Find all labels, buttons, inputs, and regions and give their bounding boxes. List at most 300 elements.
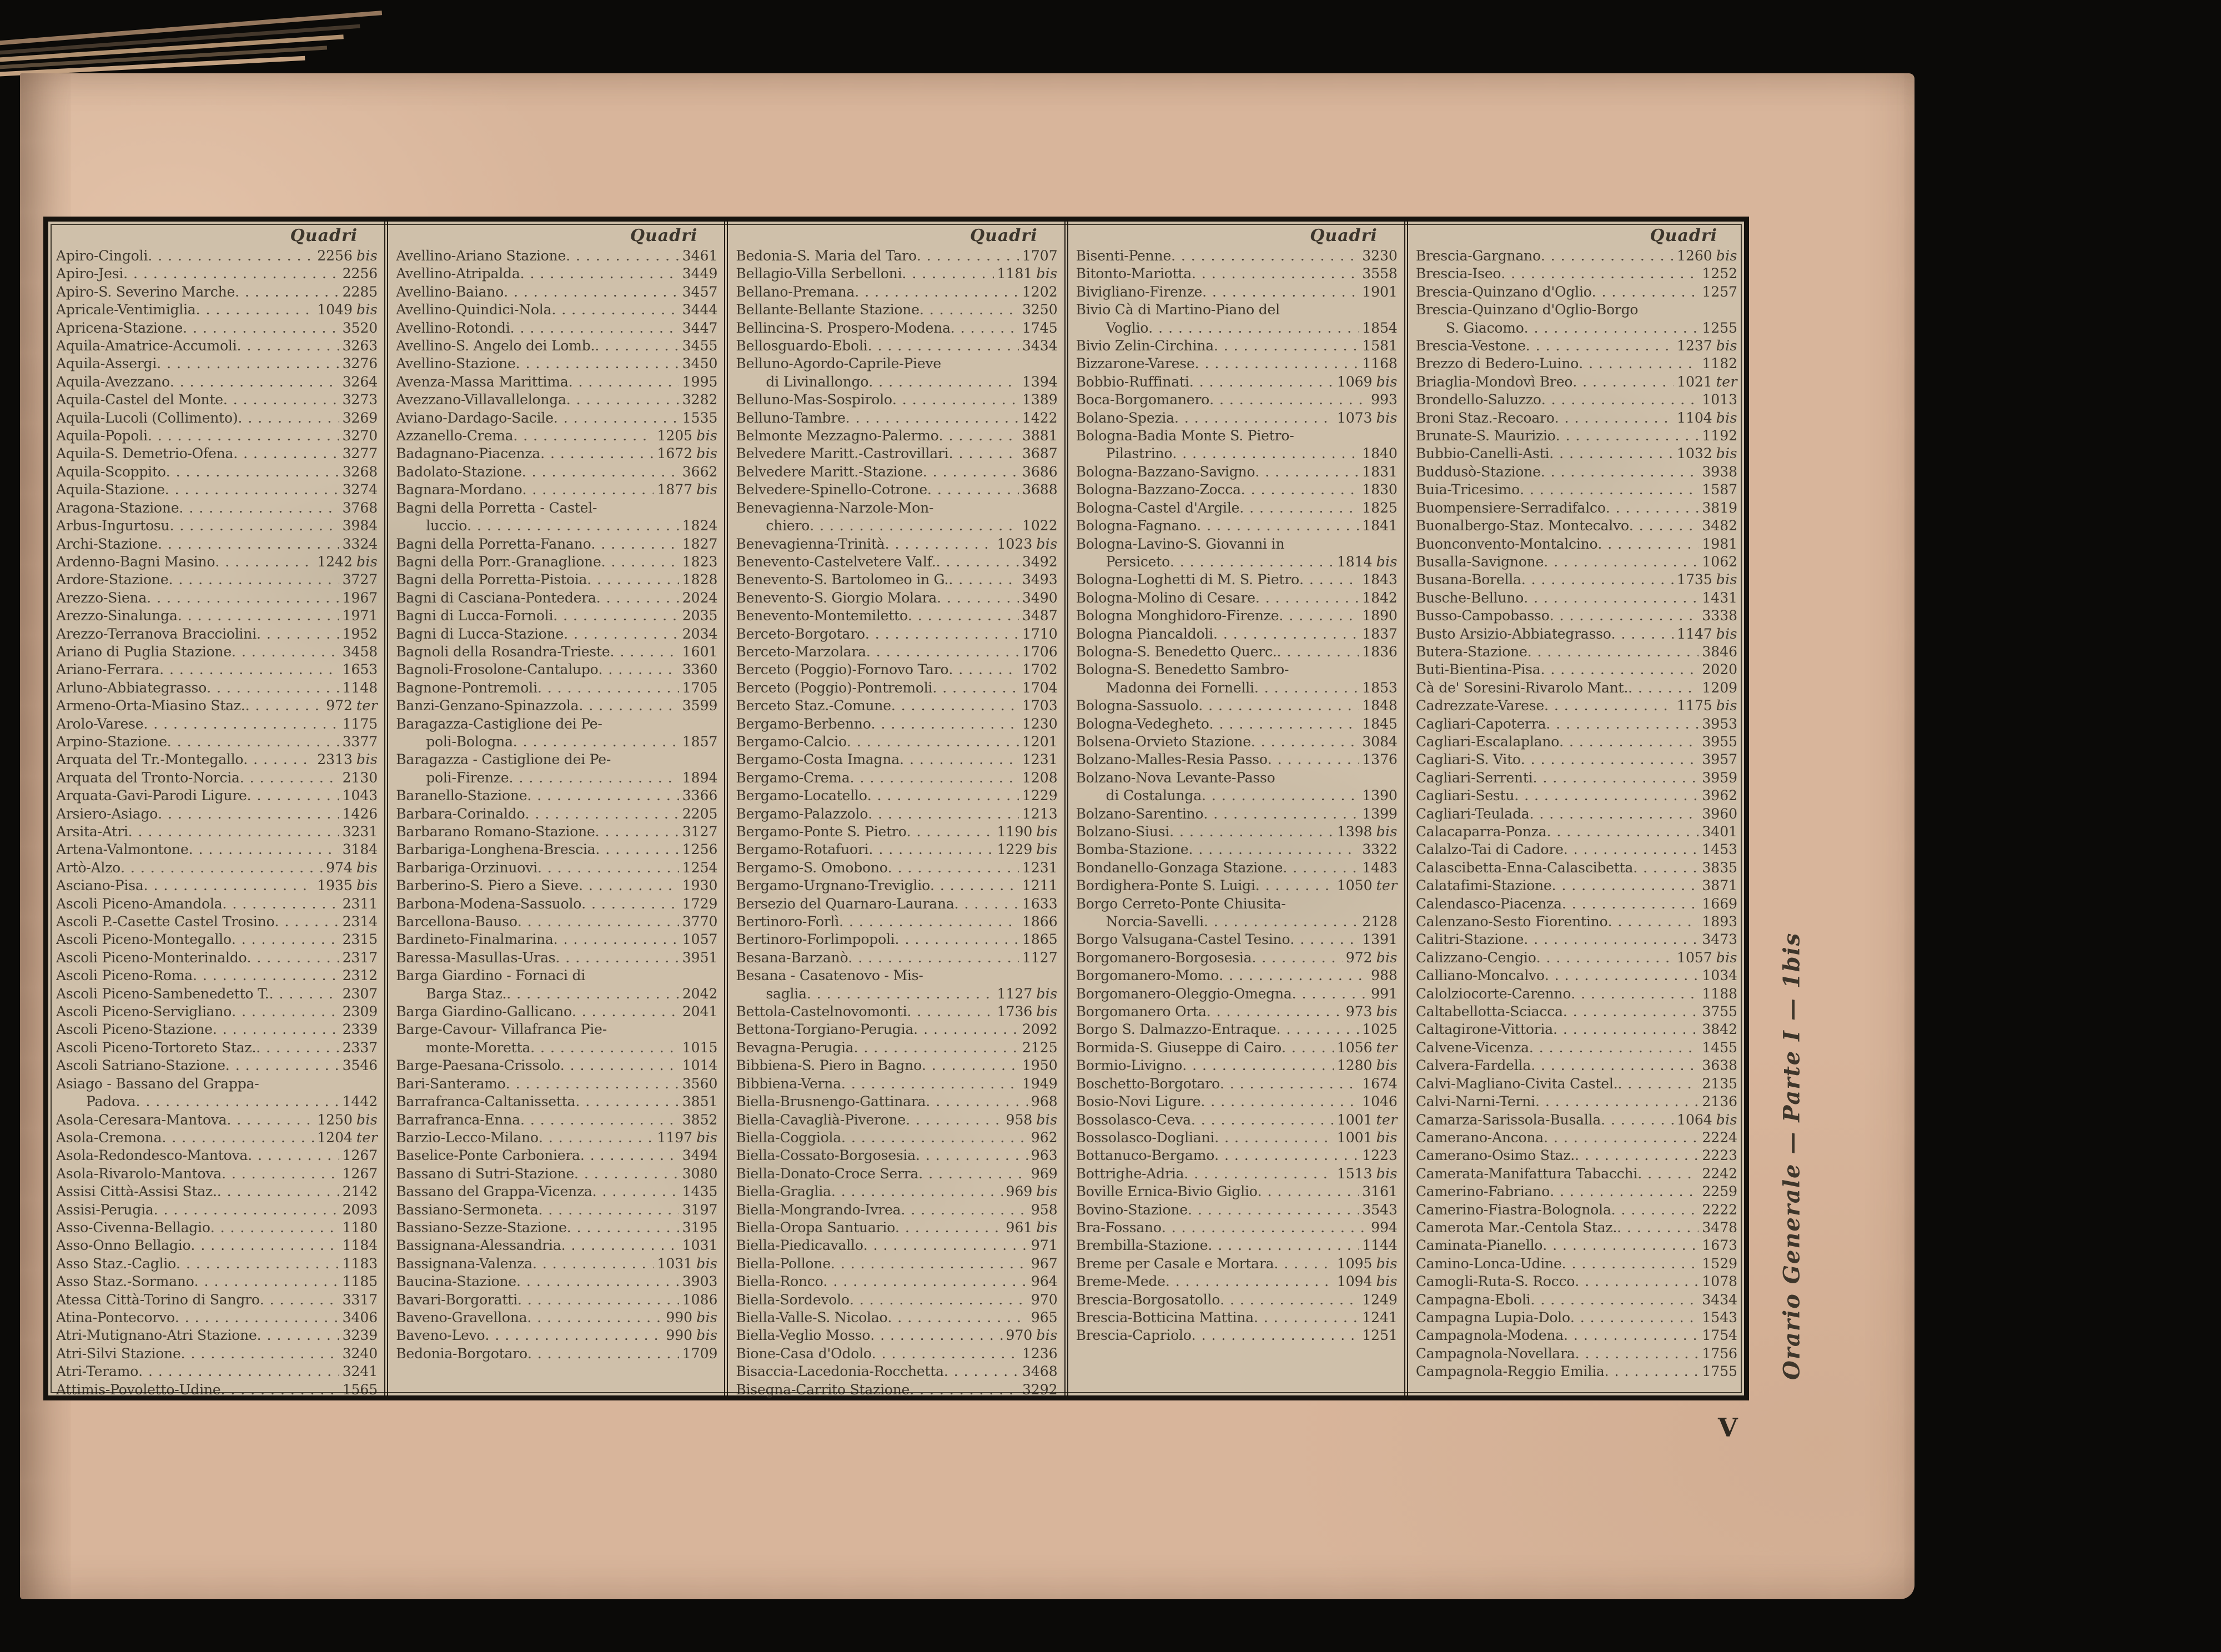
- dot-leader: [922, 1057, 1019, 1074]
- index-entry: [56, 265, 378, 283]
- quadro-number: 3558: [1362, 265, 1398, 282]
- quadro-number: 3184: [342, 841, 378, 858]
- route-name: Artò-Alzo: [56, 859, 121, 876]
- quadro-number: 1073: [1336, 409, 1373, 426]
- dot-leader: [1209, 391, 1368, 409]
- route-name: Bologna-Fagnano: [1076, 518, 1197, 534]
- index-entry: [56, 859, 378, 877]
- index-entry: [1416, 733, 1737, 751]
- quadro-number: 1857: [682, 733, 718, 750]
- route-name: Biella-Cavaglià-Piverone: [736, 1111, 906, 1128]
- dot-leader: [513, 427, 654, 445]
- quadro-number: 2259: [1702, 1183, 1738, 1200]
- index-entry: [1416, 679, 1737, 697]
- quadro-number: 3955: [1702, 733, 1738, 750]
- index-entry: [1076, 517, 1398, 535]
- quadro-number: 3494: [682, 1147, 718, 1164]
- route-name: Bormio-Livigno: [1076, 1057, 1183, 1074]
- dot-leader: [1254, 679, 1359, 697]
- dot-leader: [238, 409, 339, 427]
- quadro-number: 3520: [342, 319, 378, 336]
- route-name: Atessa Città-Torino di Sangro: [56, 1291, 260, 1308]
- index-entry: [56, 535, 378, 553]
- route-name: Brunate-S. Maurizio: [1415, 428, 1556, 444]
- quadro-number: 3338: [1702, 607, 1738, 624]
- route-name: Boca-Borgomanero: [1076, 391, 1210, 408]
- index-entry: [56, 553, 378, 571]
- quadro-number: 1827: [682, 535, 718, 552]
- index-entry: [56, 499, 378, 517]
- dot-leader: [1277, 643, 1359, 661]
- quadro-number: 1180: [342, 1219, 378, 1236]
- dot-leader: [1299, 571, 1359, 589]
- dot-leader: [257, 1327, 339, 1344]
- route-name: Belvedere Maritt.-Stazione: [736, 463, 923, 480]
- quadro-suffix: bis: [1036, 824, 1058, 840]
- index-entry: [736, 1345, 1057, 1363]
- index-column-1: [48, 222, 388, 1398]
- dot-leader: [143, 715, 339, 733]
- dot-leader: [885, 535, 994, 553]
- quadro-number: 2337: [342, 1039, 378, 1056]
- route-name: Bologna-Castel d'Argile: [1076, 499, 1240, 516]
- route-name: Brondello-Saluzzo: [1415, 391, 1541, 408]
- quadro-number: 1229: [1022, 787, 1058, 804]
- route-name: Avellino-Atripalda: [396, 265, 520, 282]
- index-entry: [736, 607, 1057, 625]
- dot-leader: [1549, 445, 1674, 463]
- quadro-suffix: ter: [1376, 1111, 1398, 1128]
- dot-leader: [937, 589, 1019, 607]
- index-entry: [1076, 625, 1398, 643]
- dot-leader: [128, 823, 339, 841]
- quadro-number: 1828: [682, 571, 718, 588]
- route-name: Calalzo-Tai di Cadore: [1415, 841, 1564, 858]
- quadro-number: 1260: [1677, 248, 1712, 264]
- quadro-number: 1223: [1362, 1147, 1398, 1164]
- route-name: Camerano-Osimo Staz.: [1415, 1147, 1575, 1164]
- dot-leader: [1169, 823, 1334, 841]
- quadro-number: 3881: [1022, 428, 1058, 444]
- quadro-number: 3449: [682, 265, 718, 282]
- index-entry: [396, 1255, 717, 1273]
- dot-leader: [1597, 535, 1699, 553]
- index-entry: [736, 859, 1057, 877]
- route-name: Bedonia-Borgotaro: [396, 1345, 527, 1362]
- route-name: Attimis-Povoletto-Udine: [56, 1381, 221, 1398]
- dot-leader: [870, 1327, 1002, 1344]
- quadro-number: 974: [326, 859, 353, 876]
- route-name: Ascoli Satriano-Stazione: [56, 1057, 225, 1074]
- dot-leader: [158, 535, 339, 553]
- quadro-number: 3274: [342, 481, 378, 498]
- route-name: Avellino-Quindici-Nola: [396, 302, 552, 318]
- quadro-number: 2142: [342, 1183, 378, 1200]
- quadro-number: 1015: [682, 1039, 718, 1056]
- quadro-suffix: ter: [1376, 877, 1398, 894]
- route-name: Avellino-Rotondi: [396, 319, 510, 336]
- index-entry: [396, 733, 717, 751]
- quadro-number: 1672: [657, 445, 693, 462]
- index-entry: [1416, 877, 1737, 895]
- dot-leader: [207, 679, 339, 697]
- index-entry: [1416, 247, 1737, 265]
- quadro-number: 3377: [342, 733, 378, 750]
- index-entry: [56, 823, 378, 841]
- quadro-suffix: bis: [696, 481, 718, 498]
- index-entry-wrap: Belluno-Agordo-Caprile-Pieve: [736, 355, 941, 372]
- index-entry: [1076, 877, 1398, 895]
- route-name: Baucina-Stazione: [396, 1273, 517, 1290]
- dot-leader: [1192, 1327, 1359, 1344]
- index-entry-wrap: Baragazza - Castiglione dei Pe-: [396, 751, 611, 768]
- quadro-number: 1181: [997, 265, 1033, 282]
- index-entry: [1416, 391, 1737, 409]
- dot-leader: [123, 265, 339, 283]
- route-name: Biella-Pollone: [736, 1255, 831, 1272]
- quadro-number: 1836: [1362, 643, 1398, 660]
- dot-leader: [847, 733, 1019, 751]
- index-entry: [1416, 427, 1737, 445]
- route-name: Baranello-Stazione: [396, 787, 527, 804]
- dot-leader: [222, 895, 339, 913]
- quadro-number: 3127: [682, 824, 718, 840]
- dot-leader: [527, 787, 679, 805]
- route-name: di Livinallongo: [766, 373, 869, 390]
- quadro-number: 3560: [682, 1075, 718, 1092]
- dot-leader: [1207, 1003, 1343, 1021]
- quadro-number: 1001: [1336, 1129, 1373, 1146]
- quadro-number: 3493: [1022, 571, 1058, 588]
- quadro-number: 1653: [342, 661, 378, 678]
- index-entry: [56, 679, 378, 697]
- index-entry: [736, 1165, 1057, 1183]
- index-entry: [396, 319, 717, 337]
- quadro-number: 3161: [1362, 1183, 1398, 1200]
- dot-leader: [1241, 481, 1359, 499]
- quadro-number: 969: [1006, 1183, 1033, 1200]
- quadro-number: 2309: [342, 1003, 378, 1020]
- route-name: Bertinoro-Forlimpopoli: [736, 931, 895, 948]
- quadro-number: 1185: [342, 1273, 378, 1290]
- quadro-number: 1201: [1022, 733, 1058, 750]
- route-name: Borgomanero Orta: [1076, 1003, 1207, 1020]
- index-entry: [1416, 1075, 1737, 1093]
- column-header-quadri: Quadri: [970, 226, 1038, 245]
- index-entry: [56, 283, 378, 301]
- index-entry: [56, 1147, 378, 1164]
- dot-leader: [595, 823, 679, 841]
- index-entry: [56, 247, 378, 265]
- dot-leader: [1531, 1057, 1699, 1074]
- index-entry: [56, 571, 378, 589]
- route-name: Bergamo-Costa Imagna: [736, 751, 900, 768]
- index-entry-wrap: Bologna-Lavino-S. Giovanni in: [1076, 535, 1285, 552]
- quadro-suffix: bis: [1716, 445, 1738, 462]
- index-entry: [736, 1327, 1057, 1344]
- route-name: Biella-Brusnengo-Gattinara: [736, 1093, 926, 1110]
- index-entry: [1416, 1021, 1737, 1038]
- dot-leader: [168, 571, 339, 589]
- index-entry: [56, 697, 378, 715]
- index-entry: [1416, 625, 1737, 643]
- route-name: Bolzano-Malles-Resia Passo: [1076, 751, 1268, 768]
- quadro-number: 1034: [1702, 967, 1738, 984]
- dot-leader: [1204, 913, 1359, 931]
- index-entry: [1416, 715, 1737, 733]
- dot-leader: [823, 1273, 1028, 1291]
- quadro-number: 3490: [1022, 589, 1058, 606]
- quadro-number: 958: [1006, 1111, 1033, 1128]
- index-entry: [1076, 679, 1398, 697]
- index-entry: [1076, 247, 1398, 265]
- dot-leader: [1182, 1057, 1334, 1074]
- dot-leader: [1629, 517, 1699, 535]
- route-name: Aquila-Popoli: [56, 428, 148, 444]
- index-entry: [396, 1291, 717, 1309]
- index-entry: [736, 661, 1057, 679]
- index-entry: [1076, 265, 1398, 283]
- quadro-number: 1094: [1336, 1273, 1373, 1290]
- quadro-number: 1046: [1362, 1093, 1398, 1110]
- route-name: Camerino-Fiastra-Bolognola: [1415, 1201, 1611, 1218]
- quadro-number: 3686: [1022, 463, 1058, 480]
- quadro-number: 3852: [682, 1111, 718, 1128]
- index-entry: [1416, 1057, 1737, 1074]
- quadro-number: 990: [666, 1309, 693, 1325]
- route-name: Bagnoli-Frosolone-Cantalupo: [396, 661, 599, 678]
- quadro-number: 1981: [1702, 535, 1738, 552]
- index-entry: [1416, 769, 1737, 787]
- route-name: Bedonia-S. Maria del Taro: [736, 248, 917, 264]
- dot-leader: [1617, 1219, 1699, 1237]
- index-entry: [1076, 805, 1398, 823]
- quadro-number: 1824: [682, 518, 718, 534]
- route-name: Buddusò-Stazione: [1415, 463, 1541, 480]
- index-entry: [1076, 553, 1398, 571]
- dot-leader: [539, 1129, 654, 1147]
- index-entry: [56, 985, 378, 1003]
- route-name: Cà de' Soresini-Rivarolo Mant.: [1415, 679, 1629, 696]
- index-entry: [56, 949, 378, 967]
- route-name: Campagna-Eboli: [1415, 1291, 1531, 1308]
- dot-leader: [1148, 319, 1359, 337]
- index-entry: [396, 355, 717, 373]
- dot-leader: [901, 1201, 1028, 1219]
- route-name: Bossolasco-Ceva: [1076, 1111, 1191, 1128]
- index-entry: [396, 1201, 717, 1219]
- index-entry: [736, 913, 1057, 931]
- quadro-number: 2205: [682, 805, 718, 822]
- dot-leader: [1172, 445, 1359, 463]
- dot-leader: [1536, 949, 1674, 967]
- dot-leader: [1255, 589, 1359, 607]
- dot-leader: [154, 1201, 339, 1219]
- quadro-suffix: bis: [356, 751, 378, 768]
- dot-leader: [540, 445, 654, 463]
- index-table: [43, 217, 1749, 1400]
- route-name: Ascoli P.-Casette Castel Trosino: [56, 913, 275, 930]
- route-name: Bologna-Loghetti di M. S. Pietro: [1076, 571, 1299, 588]
- quadro-number: 1241: [1362, 1309, 1398, 1325]
- index-entry: [736, 283, 1057, 301]
- route-name: Bra-Fossano: [1076, 1219, 1162, 1236]
- index-entry: [56, 1021, 378, 1038]
- quadro-number: 3468: [1022, 1363, 1058, 1380]
- dot-leader: [485, 1327, 662, 1344]
- quadro-number: 1845: [1362, 715, 1398, 732]
- route-name: Calatafimi-Stazione: [1415, 877, 1552, 894]
- index-entry: [1416, 445, 1737, 463]
- dot-leader: [554, 409, 679, 427]
- route-name: Cadrezzate-Varese: [1415, 697, 1544, 714]
- quadro-number: 2312: [342, 967, 378, 984]
- quadro-number: 1251: [1362, 1327, 1398, 1344]
- route-name: Arquata-Gavi-Parodi Ligure: [56, 787, 247, 804]
- dot-leader: [871, 715, 1019, 733]
- index-entry-wrap: Bologna-S. Benedetto Sambro-: [1076, 661, 1289, 678]
- index-entry: [396, 301, 717, 319]
- quadro-suffix: bis: [1036, 1327, 1058, 1344]
- dot-leader: [170, 373, 339, 391]
- dot-leader: [948, 571, 1019, 589]
- column-header-quadri: Quadri: [1650, 226, 1718, 245]
- index-entry: [396, 769, 717, 787]
- route-name: Asso Staz.-Sormano: [56, 1273, 194, 1290]
- quadro-number: 1398: [1336, 824, 1373, 840]
- dot-leader: [923, 463, 1019, 481]
- dot-leader: [1251, 733, 1359, 751]
- quadro-number: 3688: [1022, 481, 1058, 498]
- dot-leader: [1550, 1183, 1699, 1201]
- dot-leader: [144, 877, 314, 895]
- quadro-number: 1710: [1022, 625, 1058, 642]
- quadro-number: 2256: [342, 265, 378, 282]
- route-name: Calvene-Vicenza: [1415, 1039, 1529, 1056]
- quadro-number: 2020: [1702, 661, 1738, 678]
- route-name: Boville Ernica-Bivio Giglio: [1076, 1183, 1258, 1200]
- dot-leader: [580, 1147, 679, 1164]
- index-entry: [1416, 1165, 1737, 1183]
- route-name: Asso Staz.-Caglio: [56, 1255, 177, 1272]
- dot-leader: [1530, 1291, 1699, 1309]
- dot-leader: [232, 931, 339, 948]
- quadro-number: 3953: [1702, 715, 1738, 732]
- route-name: Biella-Sordevolo: [736, 1291, 850, 1308]
- dot-leader: [1268, 751, 1359, 769]
- index-entry: [396, 1309, 717, 1327]
- index-entry: [396, 1111, 717, 1129]
- index-entry-wrap: Baragazza-Castiglione dei Pe-: [396, 715, 602, 732]
- index-entry: [1076, 859, 1398, 877]
- index-entry: [736, 1057, 1057, 1074]
- route-name: Bari-Santeramo: [396, 1075, 506, 1092]
- quadro-number: 1188: [1702, 985, 1738, 1002]
- dot-leader: [220, 1381, 339, 1399]
- dot-leader: [867, 787, 1019, 805]
- route-name: Busche-Belluno: [1415, 589, 1524, 606]
- dot-leader: [1564, 1327, 1699, 1344]
- index-entry: [1076, 1255, 1398, 1273]
- index-entry: [1076, 751, 1398, 769]
- route-name: Barbara-Corinaldo: [396, 805, 525, 822]
- quadro-number: 963: [1031, 1147, 1058, 1164]
- route-name: Benevento-Castelvetere Valf.: [736, 553, 936, 570]
- index-entry: [1076, 481, 1398, 499]
- quadro-number: 3366: [682, 787, 718, 804]
- route-name: Campagnola-Modena: [1415, 1327, 1564, 1344]
- route-name: Bassano del Grappa-Vicenza: [396, 1183, 592, 1200]
- dot-leader: [504, 283, 679, 301]
- index-entry: [1416, 1327, 1737, 1344]
- index-entry: [396, 1057, 717, 1074]
- dot-leader: [274, 913, 339, 931]
- quadro-number: 1184: [342, 1237, 378, 1254]
- dot-leader: [569, 373, 679, 391]
- quadro-suffix: bis: [696, 445, 718, 462]
- dot-leader: [248, 1147, 339, 1164]
- quadro-number: 3277: [342, 445, 378, 462]
- index-entry: [1076, 391, 1398, 409]
- dot-leader: [919, 301, 1019, 319]
- dot-leader: [555, 949, 679, 967]
- quadro-number: 965: [1031, 1309, 1058, 1325]
- quadro-number: 3768: [342, 499, 378, 516]
- index-entry: [56, 517, 378, 535]
- quadro-number: 1756: [1702, 1345, 1738, 1362]
- index-entry: [1416, 499, 1737, 517]
- route-name: Baveno-Levo: [396, 1327, 485, 1344]
- route-name: Arquata del Tronto-Norcia: [56, 769, 240, 786]
- dot-leader: [532, 1255, 654, 1273]
- route-name: Barge-Paesana-Crissolo: [396, 1057, 560, 1074]
- quadro-number: 1704: [1022, 679, 1058, 696]
- dot-leader: [506, 985, 679, 1003]
- index-entry: [396, 895, 717, 913]
- route-name: Bizzarone-Varese: [1076, 355, 1195, 372]
- dot-leader: [509, 769, 679, 787]
- dot-leader: [1552, 877, 1699, 895]
- quadro-number: 3273: [342, 391, 378, 408]
- route-name: poli-Bologna: [426, 733, 513, 750]
- quadro-number: 3851: [682, 1093, 718, 1110]
- index-entry: [1416, 553, 1737, 571]
- dot-leader: [1540, 661, 1699, 679]
- index-entry: [56, 1129, 378, 1147]
- quadro-suffix: ter: [1716, 373, 1738, 390]
- quadro-number: 3324: [342, 535, 378, 552]
- index-entry: [396, 697, 717, 715]
- quadro-number: 1267: [342, 1165, 378, 1182]
- route-name: Biella-Oropa Santuario: [736, 1219, 896, 1236]
- quadro-number: 1104: [1677, 409, 1712, 426]
- quadro-number: 1823: [682, 553, 718, 570]
- route-name: Benevagienna-Trinità: [736, 535, 885, 552]
- index-entry: [736, 751, 1057, 769]
- dot-leader: [1219, 967, 1368, 985]
- quadro-number: 1865: [1022, 931, 1058, 948]
- quadro-suffix: bis: [1036, 1219, 1058, 1236]
- index-entry: [736, 1273, 1057, 1291]
- route-name: Barga Staz.: [426, 985, 507, 1002]
- quadro-number: 3263: [342, 338, 378, 354]
- index-entry: [736, 445, 1057, 463]
- dot-leader: [1524, 931, 1699, 948]
- dot-leader: [831, 1183, 1003, 1201]
- index-entry: [396, 643, 717, 661]
- dot-leader: [527, 1345, 679, 1363]
- quadro-number: 3240: [342, 1345, 378, 1362]
